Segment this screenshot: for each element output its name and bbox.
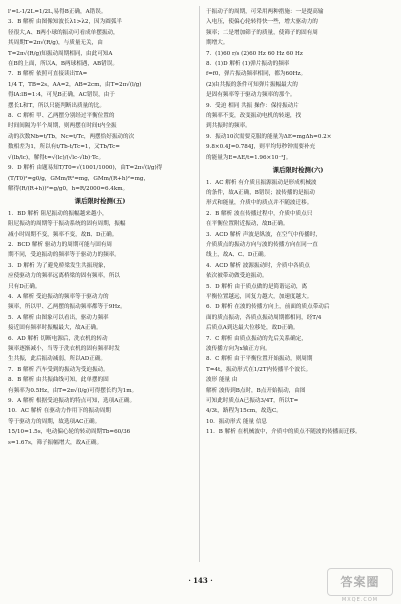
text-line: 4．ACD 解析 波源振动时，介质中各质点 — [206, 262, 310, 269]
text-line: 8．B 解析 由共振曲线可知，此单摆的固 — [8, 377, 109, 384]
text-line: 波传播方向为x轴正方向。 — [206, 346, 271, 352]
text-line: 只有D正确。 — [8, 283, 41, 290]
text-line: 接近固有频率时振幅最大，故A正确。 — [8, 325, 102, 332]
text-line: 频率，所以甲、乙两摆的振动频率都等于9Hz。 — [8, 304, 126, 311]
text-line: 得lA:lB=1:4，可见B正确，AC错误，由于 — [8, 92, 115, 99]
text-line: 面的质点振动，各质点振动周期都相同，经T/4 — [206, 314, 322, 321]
text-line: 波形 能量 由 — [206, 377, 238, 384]
text-line: 于振动子的周期，可采用两种措施：一是提高输 — [206, 9, 324, 15]
text-line: 的条件，故A正确，B错误；波传播的是振动 — [206, 189, 315, 196]
text-line: 1．AC 解析 有介质且振源振动是形成机械波 — [206, 179, 317, 186]
section-heading: 课后限时检测(五) — [74, 197, 126, 206]
text-line: 11．B 解析 在机械波中，介质中的质点不随波的传播而迁移。 — [206, 429, 361, 436]
text-line: 减小时周期不变，频率不变，故B、D正确。 — [8, 231, 118, 238]
text-line: 2．BCD 解析 驱动力的周期可能与固有周 — [8, 241, 113, 248]
text-line: 等于驱动力的周期，故选项AC正确。 — [8, 418, 101, 425]
column-divider — [199, 6, 200, 562]
text-line: l'=L-1/2L=1/2L,易得B正确，A错误。 — [8, 9, 107, 15]
text-line: 1/4 T，TB=2s，AA=2，AB=2cm，由T=2π√(l/g) — [8, 81, 142, 88]
text-line: 阻尼振动的周期等于振动系统的固有周期，振幅 — [8, 221, 126, 228]
text-line: 3．B 解析 由图像知波长λ1>λ2，因为圆弧半 — [8, 19, 123, 26]
text-line: f=f0，弹片振动频率相同，都为60Hz。 — [206, 71, 307, 78]
watermark-logo — [327, 568, 393, 603]
text-line: 4．A 解析 受迫振动的频率等于驱动力的 — [8, 293, 109, 300]
text-line: 介质质点的振动方向与波的传播方向在同一直 — [206, 241, 318, 248]
text-line: 时间间隔为半个周期，则两摆在时间t内全振 — [8, 123, 117, 130]
text-line: 9．A 解析 根据受迫振动的特点可知，选项A正确。 — [8, 398, 136, 405]
text-line: 形式和能量，介质中的质点并不随波迁移。 — [206, 200, 313, 207]
section-heading: 课后限时检测(六) — [272, 166, 324, 175]
text-line: 数相差为1，所以有t/Tb-t/Tc=1，又Tb/Tc= — [8, 144, 120, 151]
text-line: 7．B 解析 依照可直接读出TA= — [8, 71, 88, 78]
text-line: 后质点A到达最大位移处，故D正确。 — [206, 325, 299, 332]
text-line: 10．振动形式 能量 信息 — [206, 418, 268, 425]
text-line: 6．D 解析 在波的传播方向上，前面的质点带动后 — [206, 304, 330, 311]
text-line: 2．B 解析 波在传播过程中，介质中质点只 — [206, 210, 313, 217]
text-line: 期增大。 — [206, 40, 229, 47]
text-line: 依次被带动做受迫振动。 — [206, 273, 268, 280]
text-line: 的频率不变，改变振动电机的转速，找 — [206, 113, 302, 120]
text-line: T=2π√(R/g)知振动周期相同，由此可知A — [8, 50, 113, 57]
text-line: 解析 波传到B点时，B点开始振动，由图 — [206, 387, 306, 394]
text-line: 可知此时质点A已振动3/4T，所以T= — [206, 398, 299, 405]
watermark-subtext: MXQE.COM — [341, 597, 379, 603]
text-line: 解得(R/(R+h))²=g/g0，h=R/2000=6.4km。 — [8, 185, 129, 192]
text-line: 3．D 解析 为了避免桥梁发生共振现象， — [8, 262, 110, 269]
text-line: 频率逐渐减小，当等于洗衣机的固有频率时发 — [8, 346, 120, 352]
text-line: 9．D 解析 由题易知T/T0=√(1001/1000)，由T=2π√(l/g)得 — [8, 165, 163, 172]
page-number: · 143 · — [188, 576, 213, 585]
text-line: 1．BD 解析 阻尼振动的振幅越来越小， — [8, 210, 108, 217]
text-line: 平衡位置越远，回复力越大，加速度越大。 — [206, 293, 313, 300]
text-line: 频率；二是增加筛子的质量，使筛子的固有周 — [206, 29, 318, 36]
text-line: 9．受迫 相同 共振 操作：保持振动片 — [206, 102, 299, 109]
text-line: 8．(1)D 解析 (1)弹片振动的频率 — [206, 61, 290, 68]
text-line: 3．ACD 解析 声波是纵波，在空气中传播时， — [206, 231, 322, 238]
text-line: √(lb/lc)，解得t=√(lc)/(√lc-√lb)·Tc。 — [8, 154, 105, 161]
text-line: 期不同，受迫振动的频率等于驱动力的频率。 — [8, 252, 120, 259]
text-line: 其周期T=2π√(R/g)，与质量无关，由 — [8, 40, 103, 47]
text-line: 6．AD 解析 切断电源后，洗衣机的转动 — [8, 335, 108, 342]
text-line: 入电压，使偏心轮转得快一些，增大驱动力的 — [206, 19, 318, 26]
right-column — [206, 7, 390, 438]
text-line: 应使驱动力的频率远离桥梁的固有频率，所以 — [8, 273, 120, 280]
text-line: 4/3t，路程为15cm，故选C。 — [206, 408, 282, 415]
text-line: 5．A 解析 由图象可以看出，驱动力频率 — [8, 314, 109, 321]
text-line: 5．D 解析 由于质点做的是简谐运动，离 — [206, 283, 308, 290]
text-line: 摆长L和T，所以只能判断出质量的比。 — [8, 102, 105, 109]
text-line: 10．AC 解析 在驱动力作用下的振动周期 — [8, 408, 111, 415]
text-line: 动的次数Nb=t/Tb，Nc=t/Tc，两摆恰好振动的次 — [8, 133, 135, 140]
text-line: (2)由共振的条件可知弹片振幅最大的 — [206, 81, 298, 88]
text-line: 到共振时的频率。 — [206, 123, 251, 130]
watermark-text: 答案圈 — [340, 575, 380, 589]
text-line: 15/10=1.5s，电动偏心轮的转动周期Tb=60/36 — [8, 429, 131, 436]
text-line: 在B的上面，所以A，B两球相遇，AB错误。 — [8, 61, 118, 68]
text-line: 7．B 解析 汽车受到的振动为受迫振动。 — [8, 366, 109, 373]
text-line: 的能量为E=ΔE/t=1.96×10⁻²J。 — [206, 154, 292, 161]
text-line: 有频率为0.5Hz，由T=2π√(l/g)可得摆长约为1m。 — [8, 387, 138, 394]
text-line: 径很大,A、B两小球的振动可看成单摆振动， — [8, 29, 119, 36]
text-line: 在平衡位置附近振动，故B正确。 — [206, 221, 289, 228]
text-line: 9．振动10次需要克服的能量为ΔE=mgΔh=0.2× — [206, 133, 332, 140]
text-line: 生共振，此后振动减弱，所以AD正确。 — [8, 356, 107, 363]
text-line: 9.8×0.4J=0.784J，则平均每秒钟需要补充 — [206, 144, 316, 151]
left-column — [8, 7, 192, 448]
text-line: 7．C 解析 由质点振动的先后关系确定， — [206, 335, 307, 342]
text-line: 是固有频率等于驱动力频率的那个。 — [206, 92, 296, 99]
text-line: 线上，故A、C、D正确。 — [206, 252, 270, 259]
text-line: T=4t，振动形式在1/2T内传播半个波长。 — [206, 366, 312, 373]
text-line: 7．(1)60 r/s (2)60 Hz 60 Hz 60 Hz — [206, 50, 303, 57]
text-line: s=1.67s，筛子振幅增大，故A正确。 — [8, 439, 103, 446]
text-line: 8．C 解析 甲、乙两摆分别经过平衡位置的 — [8, 113, 115, 120]
text-line: (T/T0)²=g0/g，GMm/R²=mg，GMm/(R+h)²=mg， — [8, 175, 150, 182]
text-line: 8．C 解析 由于平衡位置开始振动，则周期 — [206, 356, 313, 363]
